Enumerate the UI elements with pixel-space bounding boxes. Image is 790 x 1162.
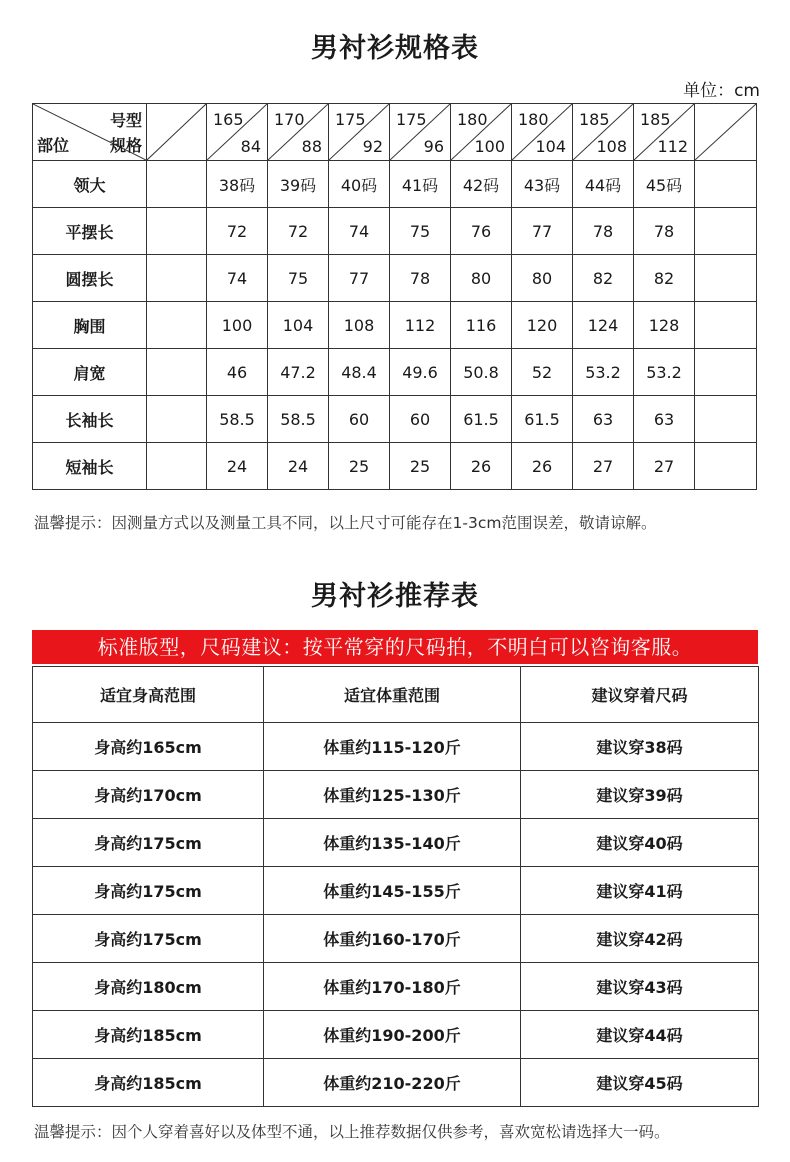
- height-value: 175: [396, 110, 427, 129]
- blank-cell: [695, 396, 757, 443]
- table-row: [33, 1059, 759, 1107]
- size-value-cell: 26: [451, 443, 512, 490]
- recommend-chart-title: 男衬衫推荐表: [311, 581, 479, 612]
- size-value-cell: 39码: [268, 161, 329, 208]
- chest-value: 96: [423, 137, 444, 156]
- diagonal-line: [147, 104, 206, 160]
- size-value-cell: 27: [573, 443, 634, 490]
- recommend-cell: 身高约180cm: [33, 963, 264, 1011]
- table-row: [33, 302, 757, 349]
- blank-header-cell: [147, 104, 207, 161]
- column-header: 适宜身高范围: [33, 667, 264, 723]
- size-value-cell: 77: [512, 208, 573, 255]
- chest-value: 84: [240, 137, 261, 156]
- row-label: 肩宽: [33, 349, 147, 396]
- table-row: [33, 396, 757, 443]
- recommend-cell: 体重约135-140斤: [264, 819, 521, 867]
- corner-label-spec: 规格: [109, 136, 142, 155]
- size-chart-note: 温馨提示：因测量方式以及测量工具不同，以上尺寸可能存在1-3cm范围误差，敬请谅解。: [34, 514, 657, 532]
- height-value: 185: [579, 110, 610, 129]
- size-value-cell: 45码: [634, 161, 695, 208]
- recommend-cell: 体重约145-155斤: [264, 867, 521, 915]
- size-value-cell: 82: [634, 255, 695, 302]
- size-column-header: [207, 104, 268, 161]
- size-column-header: [390, 104, 451, 161]
- recommend-cell: 身高约185cm: [33, 1059, 264, 1107]
- recommend-cell: 身高约175cm: [33, 819, 264, 867]
- size-value-cell: 49.6: [390, 349, 451, 396]
- size-value-cell: 116: [451, 302, 512, 349]
- size-value-cell: 61.5: [451, 396, 512, 443]
- size-column-header: [573, 104, 634, 161]
- size-value-cell: 108: [329, 302, 390, 349]
- size-advice-banner: 标准版型，尺码建议：按平常穿的尺码拍，不明白可以咨询客服。: [32, 630, 758, 664]
- size-value-cell: 24: [207, 443, 268, 490]
- recommend-cell: 建议穿40码: [521, 819, 759, 867]
- size-chart-table: [32, 103, 757, 490]
- size-value-cell: 53.2: [634, 349, 695, 396]
- table-row: [33, 208, 757, 255]
- table-row: [33, 723, 759, 771]
- size-value-cell: 75: [268, 255, 329, 302]
- recommend-cell: 建议穿38码: [521, 723, 759, 771]
- chest-value: 108: [596, 137, 627, 156]
- blank-cell: [695, 255, 757, 302]
- size-value-cell: 112: [390, 302, 451, 349]
- size-value-cell: 128: [634, 302, 695, 349]
- table-row: [33, 443, 757, 490]
- size-value-cell: 42码: [451, 161, 512, 208]
- blank-cell: [695, 443, 757, 490]
- table-row: [33, 255, 757, 302]
- size-value-cell: 75: [390, 208, 451, 255]
- size-value-cell: 60: [390, 396, 451, 443]
- size-column-header: [634, 104, 695, 161]
- recommend-cell: 体重约190-200斤: [264, 1011, 521, 1059]
- size-column-header: [268, 104, 329, 161]
- chest-value: 88: [301, 137, 322, 156]
- size-column-header: [512, 104, 573, 161]
- size-value-cell: 61.5: [512, 396, 573, 443]
- recommend-cell: 身高约175cm: [33, 915, 264, 963]
- size-value-cell: 76: [451, 208, 512, 255]
- size-value-cell: 48.4: [329, 349, 390, 396]
- size-value-cell: 50.8: [451, 349, 512, 396]
- height-value: 175: [335, 110, 366, 129]
- size-value-cell: 63: [634, 396, 695, 443]
- height-value: 165: [213, 110, 244, 129]
- size-value-cell: 72: [268, 208, 329, 255]
- blank-cell: [695, 302, 757, 349]
- size-value-cell: 74: [329, 208, 390, 255]
- size-value-cell: 120: [512, 302, 573, 349]
- blank-cell: [695, 349, 757, 396]
- size-value-cell: 124: [573, 302, 634, 349]
- row-label: 长袖长: [33, 396, 147, 443]
- size-value-cell: 24: [268, 443, 329, 490]
- size-value-cell: 25: [329, 443, 390, 490]
- recommend-cell: 建议穿39码: [521, 771, 759, 819]
- blank-cell: [695, 161, 757, 208]
- blank-header-cell: [695, 104, 757, 161]
- size-value-cell: 78: [573, 208, 634, 255]
- size-column-header: [451, 104, 512, 161]
- chest-value: 100: [474, 137, 505, 156]
- corner-cell: [33, 104, 147, 161]
- corner-label-part: 部位: [37, 136, 70, 155]
- blank-cell: [147, 208, 207, 255]
- row-label: 平摆长: [33, 208, 147, 255]
- size-value-cell: 104: [268, 302, 329, 349]
- recommend-cell: 体重约115-120斤: [264, 723, 521, 771]
- recommend-cell: 体重约170-180斤: [264, 963, 521, 1011]
- blank-cell: [147, 443, 207, 490]
- size-column-header: [329, 104, 390, 161]
- table-row: [33, 819, 759, 867]
- table-row: [33, 963, 759, 1011]
- blank-cell: [147, 161, 207, 208]
- row-label: 胸围: [33, 302, 147, 349]
- row-label: 领大: [33, 161, 147, 208]
- height-value: 185: [640, 110, 671, 129]
- chest-value: 92: [362, 137, 383, 156]
- table-row: [33, 915, 759, 963]
- recommend-cell: 建议穿44码: [521, 1011, 759, 1059]
- size-value-cell: 52: [512, 349, 573, 396]
- size-chart-title: 男衬衫规格表: [311, 33, 479, 64]
- table-row: [33, 1011, 759, 1059]
- row-label: 短袖长: [33, 443, 147, 490]
- recommend-cell: 建议穿41码: [521, 867, 759, 915]
- size-value-cell: 58.5: [268, 396, 329, 443]
- blank-cell: [147, 396, 207, 443]
- size-value-cell: 43码: [512, 161, 573, 208]
- recommend-chart-table: [32, 666, 759, 1107]
- height-value: 180: [518, 110, 549, 129]
- size-value-cell: 100: [207, 302, 268, 349]
- recommend-cell: 建议穿43码: [521, 963, 759, 1011]
- recommend-cell: 体重约210-220斤: [264, 1059, 521, 1107]
- row-label: 圆摆长: [33, 255, 147, 302]
- size-value-cell: 46: [207, 349, 268, 396]
- blank-cell: [147, 302, 207, 349]
- size-value-cell: 78: [390, 255, 451, 302]
- diagonal-line: [695, 104, 756, 160]
- corner-label-model: 号型: [109, 111, 142, 130]
- size-value-cell: 53.2: [573, 349, 634, 396]
- blank-cell: [695, 208, 757, 255]
- recommend-cell: 体重约160-170斤: [264, 915, 521, 963]
- size-value-cell: 25: [390, 443, 451, 490]
- size-value-cell: 47.2: [268, 349, 329, 396]
- recommend-cell: 建议穿42码: [521, 915, 759, 963]
- recommend-cell: 身高约185cm: [33, 1011, 264, 1059]
- recommend-cell: 建议穿45码: [521, 1059, 759, 1107]
- size-value-cell: 63: [573, 396, 634, 443]
- recommend-cell: 身高约170cm: [33, 771, 264, 819]
- table-row: [33, 867, 759, 915]
- size-value-cell: 77: [329, 255, 390, 302]
- table-row: [33, 161, 757, 208]
- size-value-cell: 44码: [573, 161, 634, 208]
- size-value-cell: 40码: [329, 161, 390, 208]
- size-value-cell: 60: [329, 396, 390, 443]
- chest-value: 112: [657, 137, 688, 156]
- size-value-cell: 82: [573, 255, 634, 302]
- recommend-cell: 身高约175cm: [33, 867, 264, 915]
- blank-cell: [147, 255, 207, 302]
- size-value-cell: 58.5: [207, 396, 268, 443]
- size-value-cell: 41码: [390, 161, 451, 208]
- size-value-cell: 74: [207, 255, 268, 302]
- table-row: [33, 349, 757, 396]
- blank-cell: [147, 349, 207, 396]
- recommend-chart-note: 温馨提示：因个人穿着喜好以及体型不通，以上推荐数据仅供参考，喜欢宽松请选择大一码。: [34, 1123, 670, 1141]
- size-value-cell: 80: [512, 255, 573, 302]
- size-value-cell: 38码: [207, 161, 268, 208]
- recommend-cell: 体重约125-130斤: [264, 771, 521, 819]
- size-value-cell: 78: [634, 208, 695, 255]
- recommend-header-row: [33, 667, 759, 723]
- unit-label: 单位：cm: [683, 81, 760, 101]
- column-header: 适宜体重范围: [264, 667, 521, 723]
- height-value: 180: [457, 110, 488, 129]
- recommend-cell: 身高约165cm: [33, 723, 264, 771]
- size-value-cell: 27: [634, 443, 695, 490]
- size-value-cell: 72: [207, 208, 268, 255]
- size-value-cell: 26: [512, 443, 573, 490]
- column-header: 建议穿着尺码: [521, 667, 759, 723]
- size-value-cell: 80: [451, 255, 512, 302]
- size-header-row: [33, 104, 757, 161]
- chest-value: 104: [535, 137, 566, 156]
- height-value: 170: [274, 110, 305, 129]
- table-row: [33, 771, 759, 819]
